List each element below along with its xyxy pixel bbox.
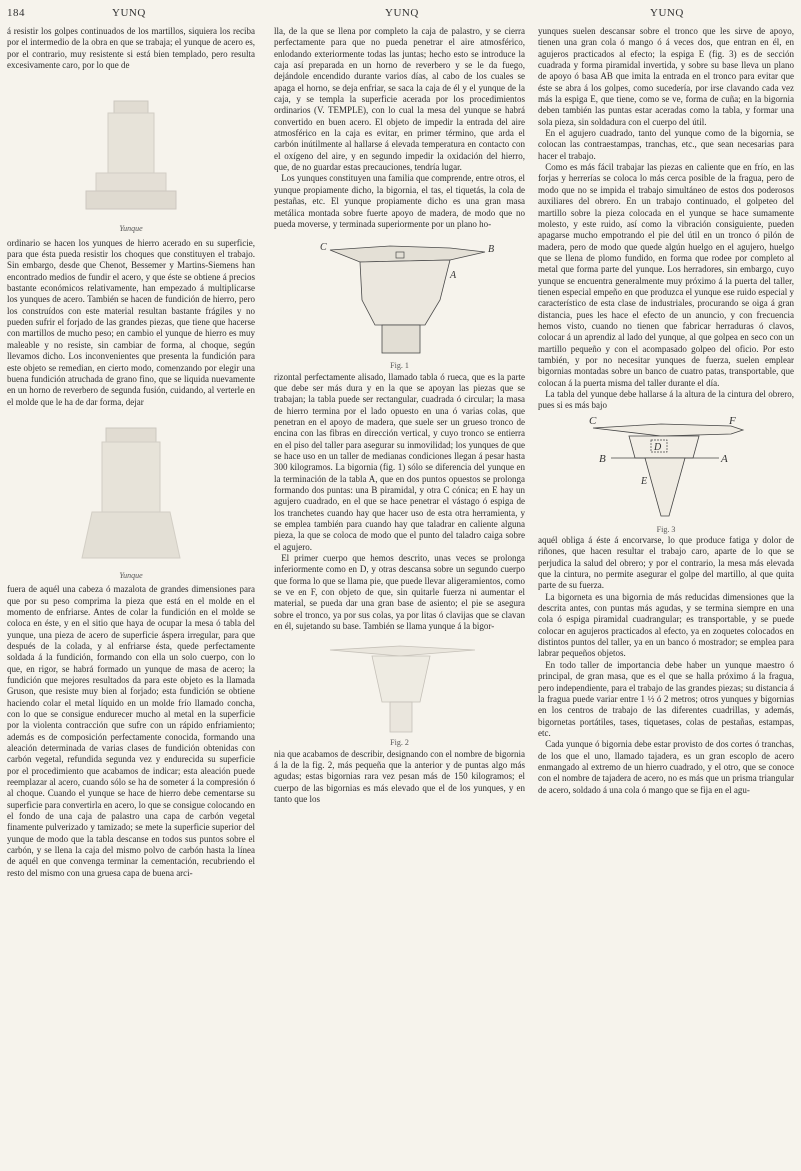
figure-caption: Fig. 3	[656, 524, 676, 534]
paragraph: Los yunques constituyen una familia que comprende, entre otros, el yunque propiamente dicho, la bigornia, el tas, el tiquetás, la cola de pestañas, etc. El yunque propiamente dicho es una gran masa metálica montada sobre fuerte apoyo de madera, de modo que no pueda moverse, y terminada superiormente por un plano ho-	[274, 173, 525, 229]
fig1-label-b: B	[487, 244, 494, 256]
column-2	[274, 26, 525, 806]
running-head-right: YUNQ	[650, 7, 684, 19]
paragraph: lla, de la que se llena por completo la caja de palastro, y se cierra perfectamente para que no pueda penetrar el aire atmosférico, enlodando exteriormente todas las juntas; hecho esto se introduce la caja así preparada en un horno de reverbero y se le da fuego, dejándole encendido durante varios días, al cabo de los cuales se apaga el horno, se deja enfriar, se saca la caja de él y el yunque de la caja, y se templa la superficie acerada por los procedimientos ordinarios (V. TEMPLE), con lo cual la mesa del yunque se habrá convertido en buen acero. El objeto de impedir la entrada del aire atmosférico en la caja es evitar, en primer término, que arda el carbón inútilmente al hallarse á elevada temperatura en contacto con el oxígeno del aire, y en segundo impedir la oxidación del hierro, que, de no guardar estas precauciones, tendría lugar.	[274, 26, 525, 173]
fig3-label-e: E	[641, 475, 648, 487]
running-head-left: YUNQ	[112, 7, 146, 19]
figure-caption: Fig. 2	[390, 738, 409, 748]
paragraph: Como es más fácil trabajar las piezas en caliente que en frío, en las forjas y herrerías se coloca lo más cerca posible de la fragua, pero de modo que no se impida el trabajo simultáneo de estos dos poderosos auxiliares del obrero. En un trabajo continuado, el golpeteo del martillo sobre la pieza colocada en el yunque se hace sumamente molesto, y este ruido, así como la vibración consiguiente, pueden apagarse mucho empotrando el pie del útil en un tronco ó pilón de madera, pero de modo que quede algún huelgo en el agujero, huelgo que se llena de plomo fundido, en forma que rodee por completo al metal que forma parte del yunque. Los herradores, sin embargo, cuyo yunque se encuentra generalmente muy próximo á la puerta del taller, tienen especial empeño en que produzca el yunque ese ruido especial y característico de esta clase de industriales, procurando se oiga á gran distancia, pues les hace el efecto de un anuncio, y con frecuencia hemos visto, cuando no tienen que fabricar herraduras ó clavos, colocar á un aprendiz al lado del yunque, al que golpea en seco con un martillo pequeño y con el acompasado golpeo del oficio. Por esto también, y por no necesitar yunques de fuerza, suelen emplear bigornias montadas sobre un banco de cuatro patas, transportable, que colocan á la puerta misma del taller durante el día.	[538, 162, 794, 388]
bigornia-figure-3	[581, 412, 751, 524]
paragraph: En el agujero cuadrado, tanto del yunque como de la bigornia, se colocan las contraestampas, tranchas, etc., que sean necesarias para hacer el trabajo.	[538, 128, 794, 161]
fig1-label-c: C	[319, 242, 327, 254]
figure-caption: Fig. 1	[390, 361, 409, 371]
paragraph: Cada yunque ó bigornia debe estar provisto de dos cortes ó tranchas, de los que el uno, llamado tajadera, es un gran escoplo de acero enmangado al extremo de un hierro cuadrado, y el otro, que se conoce con el nombre de tajadera de acero, no es más que un prisma triangular de acero, soldado á una cola ó mango que se fija en el agu-	[538, 739, 794, 795]
page-number: 184	[7, 7, 25, 19]
paragraph: La bigorneta es una bigornia de más reducidas dimensiones que la descrita antes, con puntas más agudas, y se termina siempre en una cola ó espiga piramidal cuadrangular; es transportable, y se puede colocar en agujeros practicados al efecto, ya en zoquetes colocados en distintos puntos del taller, ya en un banco ó mostrador; se emplea para labrar pequeños objetos.	[538, 591, 794, 659]
anvil-figure-2	[56, 408, 206, 568]
paragraph: fuera de aquél una cabeza ó mazalota de grandes dimensiones para que por su peso comprima la pieza que está en el molde en el momento de enfriarse. Antes de colar la fundición en el molde se coloca en éste, y en el sitio que haya de ocupar la mesa ó tabla del yunque, una pieza de acero de superficie áspera irregular, para que después de la colada, y al enfriarse ésta, quede perfectamente soldada á la fundición, formando con ella un solo cuerpo, con lo que, en rigor, se habrá formado un yunque de masa de acero; la fundición que mejores resultados da para este objeto es la llamada Gruson, que resiste muy bien al forjado; esta fundición se obtiene haciendo colar el metal líquido en un molde frío llamado concha, con lo que se consigue endurecer mucho al metal en la superficie por la violenta contracción que sufre con un rápido enfriamiento; además es de composición perfectamente conocida, formando una aleación determinada de varias clases de fundición obtenidas con carbón vegetal, refundida segunda vez y endurecida su superficie por el procedimiento que acabamos de indicar; esta aleación puede reemplazar al acero, cuando sólo se ha de someter á la compresión ó al choque. Cuando el yunque se hace de hierro debe cementarse su superficie para convertirla en acero, lo que se consigue colocando en el fondo de una caja de palastro una capa de carbón vegetal finamente pulverizado y tamizado; se mete la superficie superior del yunque de modo que la tabla descanse en todos sus puntos sobre el carbón, y se llena la caja del mismo polvo de carbón hasta la línea de aquél en que convenga terminar la cementación, recubriendo el resto del mismo con una gruesa capa de buena arci-	[7, 584, 255, 878]
bigornia-figure-2	[300, 632, 500, 737]
fig1-label-a: A	[449, 270, 456, 282]
column-1	[7, 26, 255, 879]
paragraph: La tabla del yunque debe hallarse á la altura de la cintura del obrero, pues si es más bajo	[538, 389, 794, 411]
running-head-center: YUNQ	[385, 7, 419, 19]
column-3	[538, 26, 794, 796]
paragraph: ordinario se hacen los yunques de hierro acerado en su superficie, para que ésta pueda resistir los choques que constituyen el trabajo. Sin embargo, desde que Chenot, Bessemer y Martins-Siemens han encontrado medios de fundir el acero, y que éste se obtiene á precios bastante económicos relativamente, han empezado á multiplicarse los yunques de acero. También se hacen de fundición de hierro, pero los construídos con este material resultan bastante frágiles y no pueden sufrir el forjado de las grandes piezas, que tiene que hacerse con martillos de mucho peso; en cambio el yunque de hierro es muy maleable y no resiste, sin cambiar de forma, al choque, según llevamos dicho. Los inconvenientes que presenta la fundición para este objeto se remedian, en cierto modo, comenzando por elegir una buena fundición atruchada de grano fino, que se liquida nuevamente en un horno de reverbero de segunda fusión, cuidando, al verterle en el molde que le ha de dar forma, dejar	[7, 237, 255, 407]
anvil-figure-1	[56, 71, 206, 221]
figure-caption: Yunque	[119, 224, 143, 234]
fig3-label-f: F	[729, 414, 736, 427]
paragraph: yunques suelen descansar sobre el tronco que les sirve de apoyo, tienen una gran cola ó mango ó á veces dos, que entran en él, en agujeros practicados al efecto; la espiga E (fig. 3) es de sección cuadrada y forma piramidal invertida, y sobre su base lleva un plano de apoyo ó basa AB que imita la entrada en el tronco para evitar que éste se abra á los golpes, como sucedería, por irse clavando cada vez más la espiga E, que tiene, como se ve, forma de cuña; en la bigornia deben también las puntas estar aceradas como la tabla, y formar una sola pieza, sin soldadura con el cuerpo del útil.	[538, 26, 794, 127]
fig3-label-a: A	[721, 452, 728, 465]
paragraph: El primer cuerpo que hemos descrito, unas veces se prolonga inferiormente como en D, y otras descansa sobre un segundo cuerpo que forma lo que se llama pie, que puede llevar aligeramientos, como se ve en F, con objeto de que, sin quitarle fuerza ni aumentar el material, se pueda dar una gran base de asiento; el pie se asegura sobre el tronco, ya por sus colas, ya por litas ó clavijas que se clavan en él, sujetando su base. También se llama yunque á la bigor-	[274, 553, 525, 632]
figure-caption: Yunque	[119, 570, 143, 580]
paragraph: rizontal perfectamente alisado, llamado tabla ó rueca, que es la parte que debe ser más dura y en la que se apoyan las piezas que se trabajan; la tabla puede ser rectangular, cuadrada ó circular; la masa de hierro termina por el lado opuesto en una ó varias colas, que penetran en el apoyo de madera, que suele ser un grueso tronco de encina con las fibras en dirección vertical, y cuyo tronco se entierra en el piso del taller para asegurar su inmovilidad; los yunques de que se hace uso en un taller de medianas condiciones llegan á pesar hasta 300 kilogramos. La bigornia (fig. 1) sólo se diferencia del yunque en la terminación de la tabla A, que en dos puntos opuestos se prolonga formando dos puntas: una B piramidal, y otra C cónica; en E hay un agujero cuadrado, en el que se hace penetrar el vástago ó espiga de los tranchetes cuando hay que hacer uso de esta otra herramienta, y se emplea también para cuando hay que taladrar en caliente alguna pieza, la que se coloca de modo que el punto del taladro caiga sobre el agujero.	[274, 371, 525, 552]
fig3-label-d: D	[654, 441, 662, 453]
paragraph: nia que acabamos de describir, designando con el nombre de bigornia á la de la fig. 2, más pequeña que la anterior y de puntas algo más agudas; estas bigornias rara vez pesan más de 150 kilogramos; el cuerpo de las bigornias es más elevado que el de los yunques, y en tanto que los	[274, 748, 525, 805]
bigornia-figure-1	[300, 230, 500, 360]
paragraph: En todo taller de importancia debe haber un yunque maestro ó principal, de gran masa, que es el que se halla próximo á la fragua, pero independiente, para el trabajo de las grandes piezas; su distancia á la fragua puede variar entre 1 ½ ó 2 metros; otros yunques y bigornias en los centros de trabajo de las diferentes cuadrillas, y además, bigornetas portátiles, tases, tiquetases, colas de pestañas, estampas, etc.	[538, 659, 794, 738]
paragraph: á resistir los golpes continuados de los martillos, siquiera los reciba por el intermedio de la obra en que se trabaja; el yunque de acero es, por el contrario, muy resistente si está bien templado, pero resulta excesivamente caro, por lo que de	[7, 26, 255, 71]
fig3-label-b: B	[599, 452, 606, 465]
fig3-label-c: C	[589, 414, 597, 427]
paragraph: aquél obliga á éste á encorvarse, lo que produce fatiga y dolor de riñones, que hacen resultar el trabajo caro, aparte de lo que se perjudica la salud del obrero; y por el contrario, la mesa más elevada que la cintura, no permite asegurar el golpe del martillo, al que quita parte de su fuerza.	[538, 535, 794, 591]
